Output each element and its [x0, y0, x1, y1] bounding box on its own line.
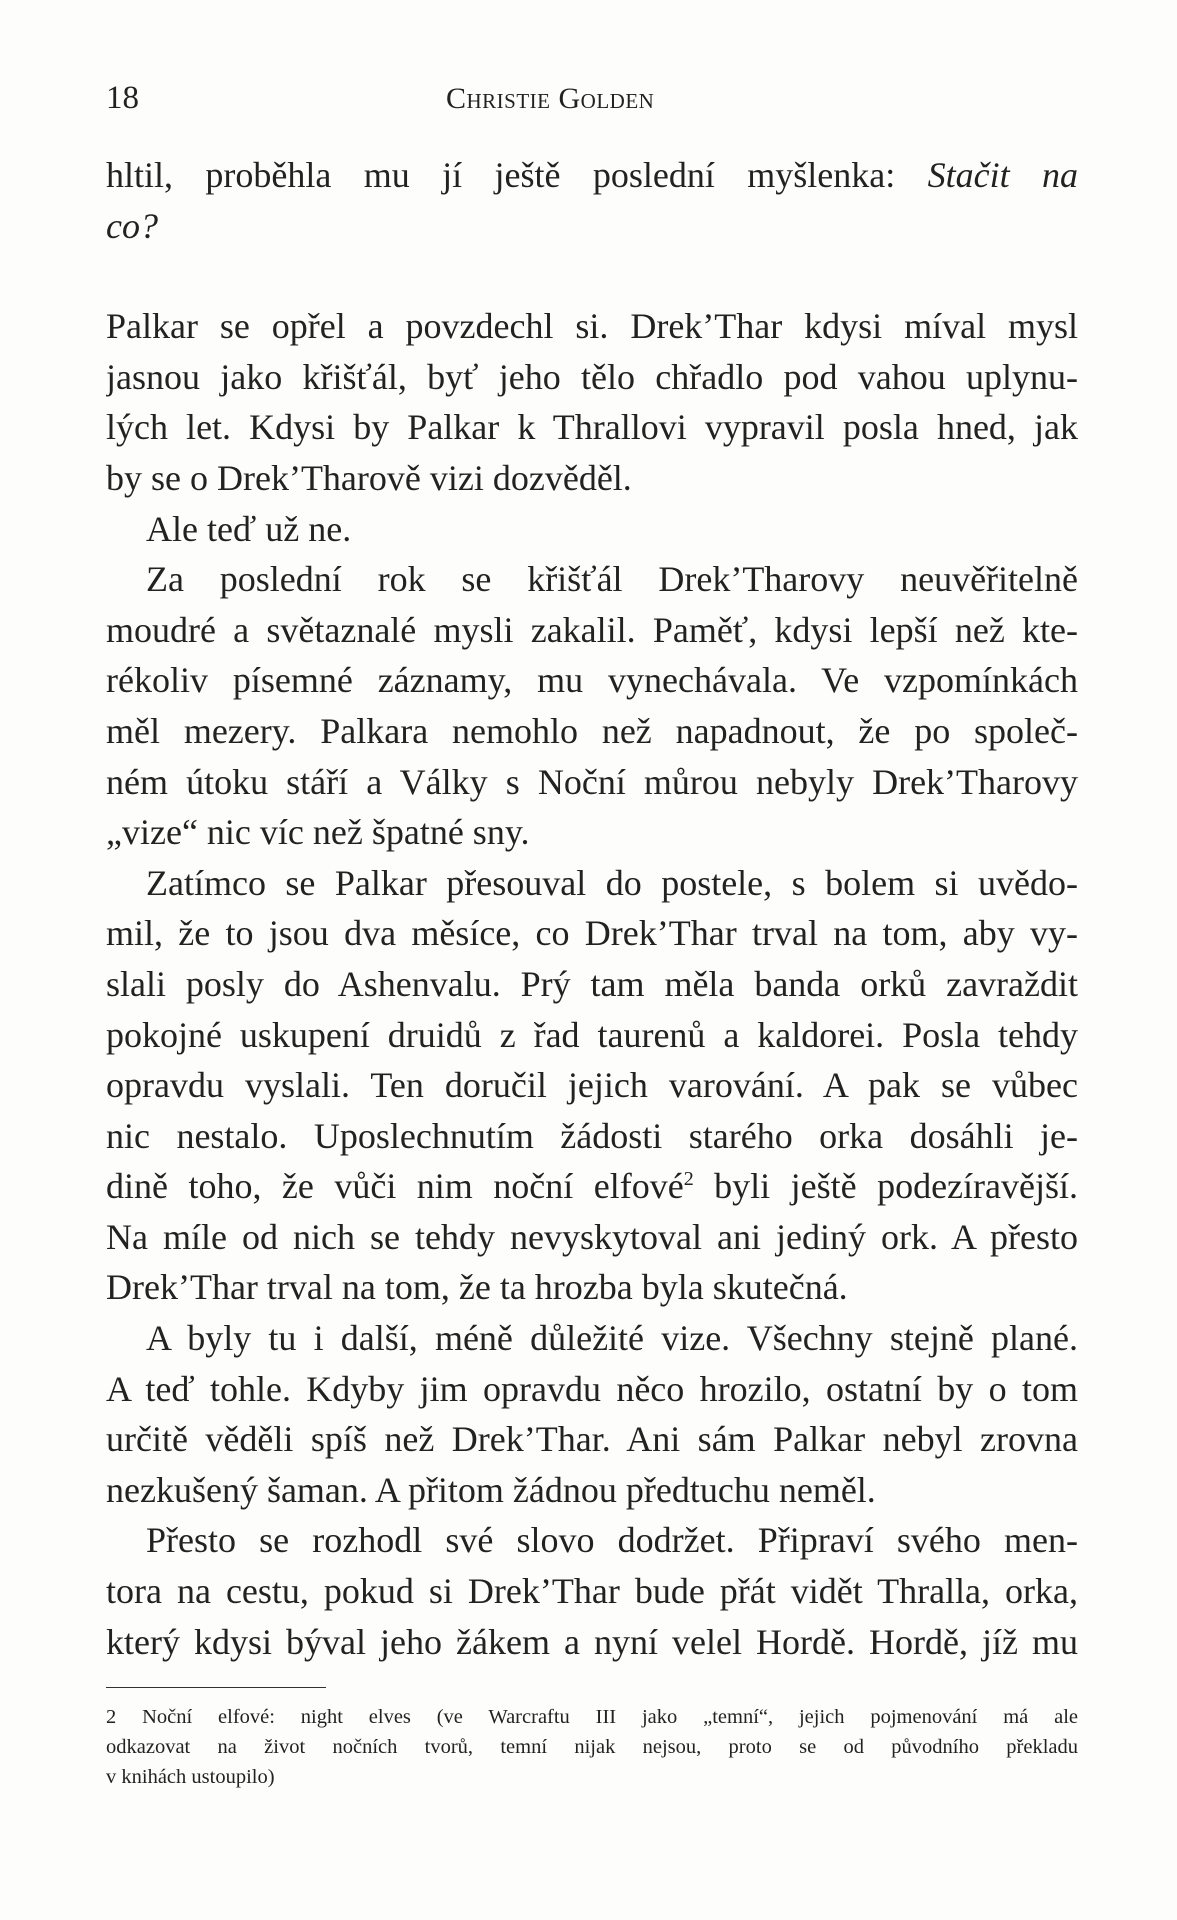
running-title: Christie Golden: [446, 82, 655, 115]
text-line: „vize“ nic víc než špatné sny.: [106, 812, 530, 853]
text-line: opravdu vyslali. Ten doručil jejich varování. A pak se vůbec: [106, 1065, 1078, 1106]
text-line: Ale teď už ne.: [146, 508, 352, 549]
page-number: 18: [106, 80, 139, 116]
text-line: jasnou jako křišťál, byť jeho tělo chřadlo pod vahou uplynu-: [106, 356, 1078, 397]
text-line: lých let. Kdysi by Palkar k Thrallovi vypravil posla hned, jak: [106, 407, 1078, 448]
text-line: Za poslední rok se křišťál Drek’Tharovy neuvěřitelně: [146, 559, 1078, 600]
text-line: Na míle od nich se tehdy nevyskytoval ani jediný ork. A přesto: [106, 1216, 1078, 1257]
footnote-line: v knihách ustoupilo): [106, 1766, 275, 1788]
text-line: určitě věděli spíš než Drek’Thar. Ani sám Palkar nebyl zrovna: [106, 1419, 1078, 1460]
text-line: Palkar se opřel a povzdechl si. Drek’Thar kdysi míval mysl: [106, 306, 1078, 347]
text-line: ném útoku stáří a Války s Noční můrou nebyly Drek’Tharovy: [106, 761, 1078, 802]
footnote: [106, 1702, 1078, 1792]
footnote-line: odkazovat na život nočních tvorů, temní nijak nejsou, proto se od původního překladu: [106, 1736, 1078, 1758]
text-line: Drek’Thar trval na tom, že ta hrozba byla skutečná.: [106, 1267, 848, 1308]
body-text: [106, 150, 1078, 1667]
footnote-marker: 2: [683, 1168, 694, 1191]
text-line: pokojné uskupení druidů z řad taurenů a kaldorei. Posla tehdy: [106, 1014, 1078, 1055]
text-line: slali posly do Ashenvalu. Prý tam měla banda orků zavraždit: [106, 963, 1078, 1004]
text-line: mil, že to jsou dva měsíce, co Drek’Thar trval na tom, aby vy-: [106, 913, 1078, 954]
text-line: Přesto se rozhodl své slovo dodržet. Připraví svého men-: [146, 1520, 1078, 1561]
text-line: Zatímco se Palkar přesouval do postele, s bolem si uvědo-: [146, 862, 1078, 903]
page-header: [106, 80, 1078, 130]
text-line: rékoliv písemné záznamy, mu vynechávala. Ve vzpomínkách: [106, 660, 1078, 701]
footnote-line: 2 Noční elfové: night elves (ve Warcraftu III jako „temní“, jejich pojmenování má ale: [106, 1706, 1078, 1728]
text-line: by se o Drek’Tharově vizi dozvěděl.: [106, 457, 632, 498]
text-line: [106, 201, 1078, 252]
text-line: dině toho, že vůči nim noční elfové$^2$ byli ještě podezíravější.: [106, 1166, 1078, 1207]
text-line: tora na cestu, pokud si Drek’Thar bude přát vidět Thralla, orka,: [106, 1571, 1078, 1612]
text-line: který kdysi býval jeho žákem a nyní velel Hordě. Hordě, jíž mu: [106, 1621, 1078, 1662]
text-line: měl mezery. Palkara nemohlo než napadnout, že po společ-: [106, 710, 1078, 751]
footnote-divider: [106, 1687, 326, 1688]
text-line: nezkušený šaman. A přitom žádnou předtuchu neměl.: [106, 1469, 876, 1510]
text-line: hltil, proběhla mu jí ještě poslední myšlenka: Stačit na: [106, 155, 1078, 195]
text-line: A teď tohle. Kdyby jim opravdu něco hrozilo, ostatní by o tom: [106, 1368, 1078, 1409]
italic-thought: co?: [106, 205, 158, 246]
text-line: A byly tu i další, méně důležité vize. Všechny stejně plané.: [146, 1318, 1078, 1359]
text-line: moudré a světaznalé mysli zakalil. Paměť, kdysi lepší než kte-: [106, 609, 1078, 650]
text-line: nic nestalo. Uposlechnutím žádosti starého orka dosáhli je-: [106, 1115, 1078, 1156]
italic-thought: Stačit na: [927, 155, 1078, 195]
